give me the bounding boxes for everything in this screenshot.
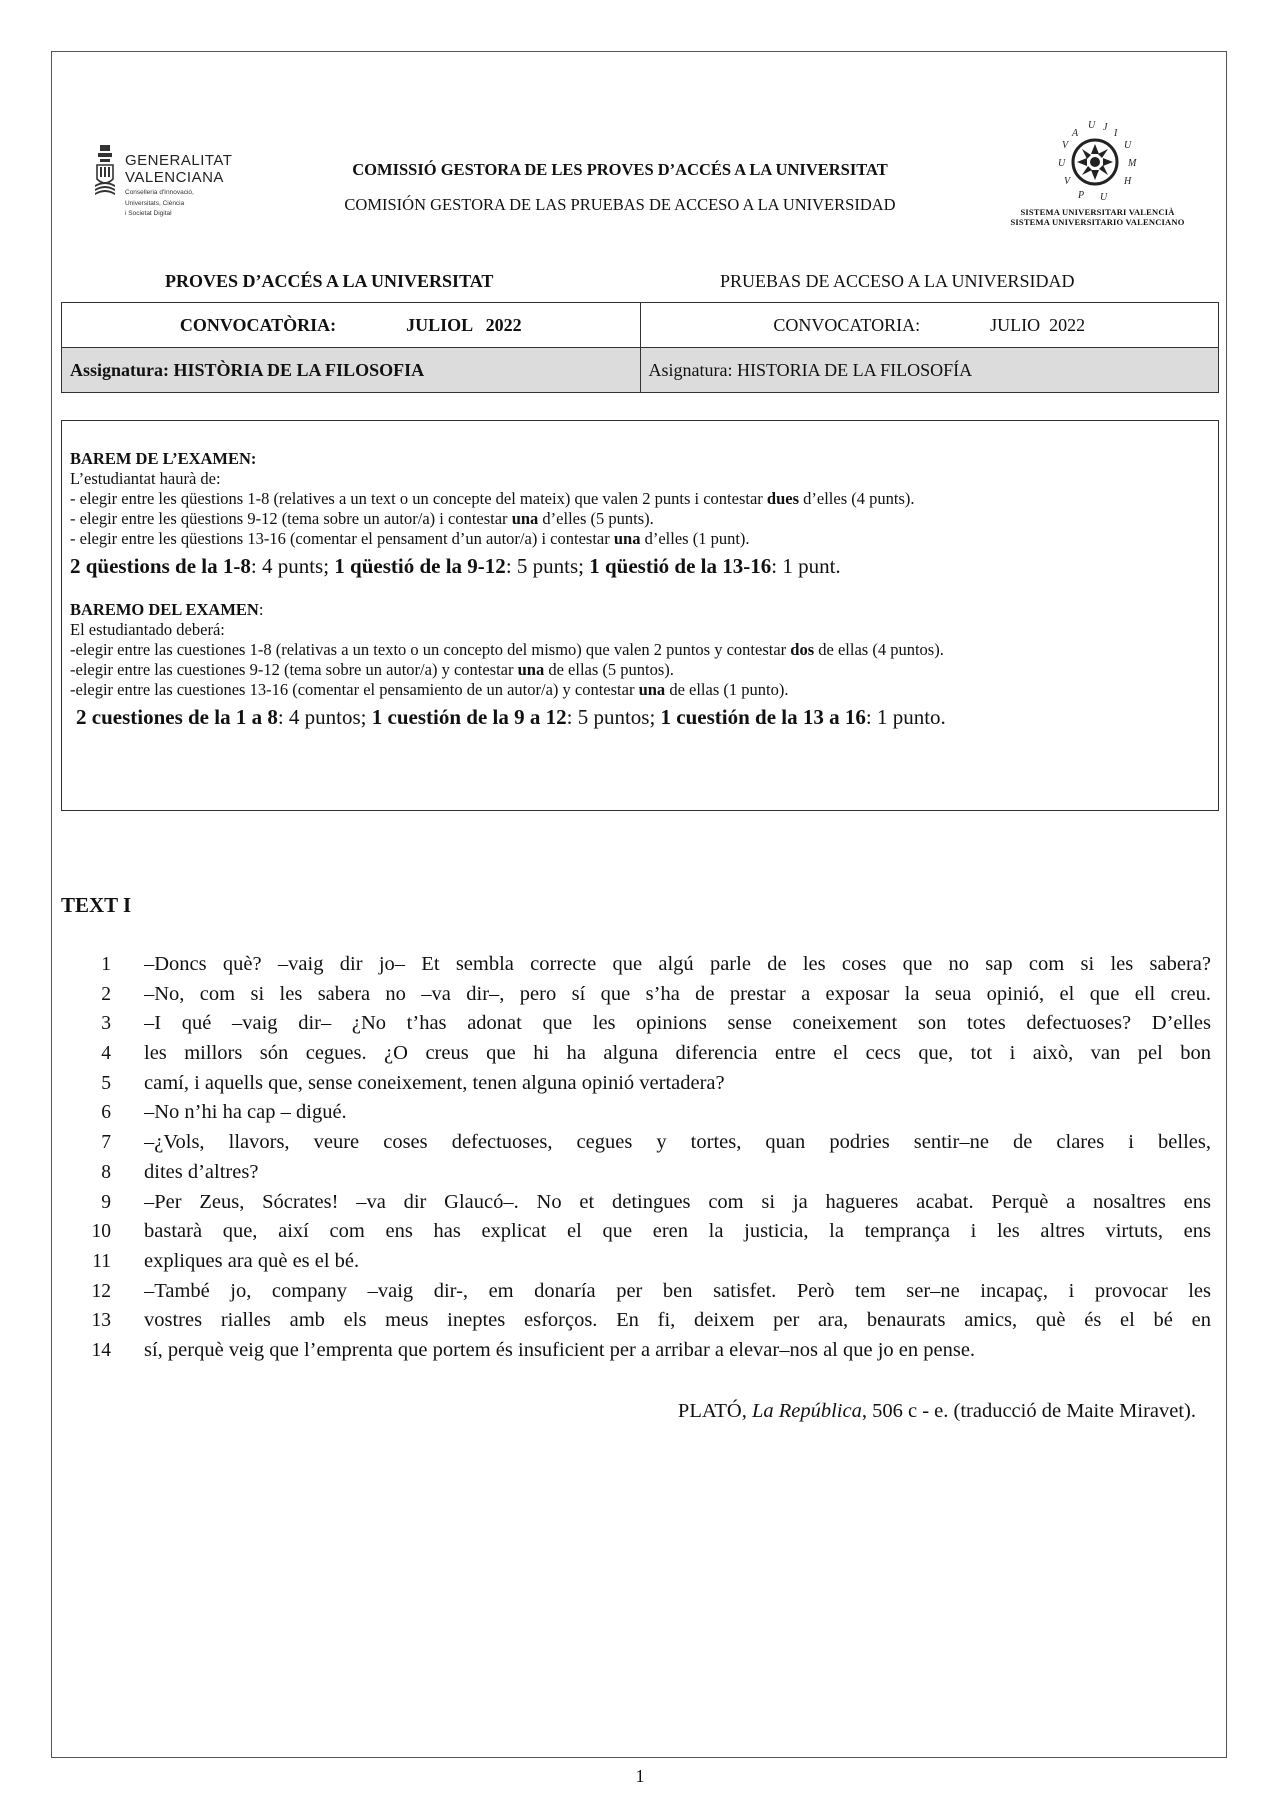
commission-title-es: COMISIÓN GESTORA DE LAS PRUEBAS DE ACCESO A LA UNIVERSIDAD xyxy=(344,195,896,214)
svg-text:I: I xyxy=(1114,128,1118,139)
subject-es-cell xyxy=(640,348,1219,393)
convocatoria-es-label: CONVOCATORIA: xyxy=(773,314,921,335)
university-system-text xyxy=(985,207,1210,227)
exam-header-table xyxy=(61,302,1219,393)
text-line xyxy=(61,1280,1211,1310)
line-number: 4 xyxy=(101,1043,111,1065)
text-line xyxy=(61,1309,1211,1339)
line-number: 12 xyxy=(91,1280,111,1302)
line-text: –¿Vols, llavors, veure coses defectuoses, cegues y tortes, quan podries sentir–ne de clares i belles, xyxy=(144,1131,1211,1154)
svg-text:M: M xyxy=(1128,158,1137,169)
convocatoria-row xyxy=(62,303,1219,348)
svg-text:A: A xyxy=(1072,128,1079,139)
line-text: expliques ara què es el bé. xyxy=(144,1249,360,1272)
subject-ca-cell xyxy=(62,348,641,393)
barem-ca-title: BAREM DE L’EXAMEN: xyxy=(70,449,257,468)
svg-text:J: J xyxy=(1103,122,1108,133)
svg-text:U: U xyxy=(1058,158,1066,169)
barem-es-line1: -elegir entre las cuestiones 1-8 (relativas a un texto o un concepto del mismo) que valen 2 puntos y contestar dos de ellas (4 puntos). xyxy=(70,640,944,659)
subject-ca: Assignatura: HISTÒRIA DE LA FILOSOFIA xyxy=(70,359,425,380)
line-number: 10 xyxy=(91,1221,111,1243)
line-number: 2 xyxy=(101,983,111,1005)
text-line xyxy=(61,1042,1211,1072)
line-number: 6 xyxy=(101,1102,111,1124)
proves-title-es: PRUEBAS DE ACCESO A LA UNIVERSIDAD xyxy=(720,271,1075,291)
convocatoria-ca-label: CONVOCATÒRIA: xyxy=(179,314,337,335)
svg-text:U: U xyxy=(1100,192,1108,203)
proves-title-ca: PROVES D’ACCÉS A LA UNIVERSITAT xyxy=(165,271,494,291)
text-line xyxy=(61,1101,1211,1131)
text-section-title: TEXT I xyxy=(61,893,132,917)
line-text: camí, i aquells que, sense coneixement, tenen alguna opinió vertadera? xyxy=(144,1071,725,1094)
line-text: les millors són cegues. ¿O creus que hi ha alguna diferencia entre el cecs que, tot i això, van pel bon xyxy=(144,1042,1211,1065)
uni-system-ca: SISTEMA UNIVERSITARI VALENCIÀ xyxy=(1020,207,1175,217)
gva-sub-line1: Conselleria d'Innovació, xyxy=(125,189,194,196)
barem-ca-intro: L’estudiantat haurà de: xyxy=(70,469,221,488)
text-line xyxy=(61,953,1211,983)
gva-logo-text xyxy=(125,152,232,218)
gva-sub-line2: Universitats, Ciència xyxy=(125,199,185,207)
university-seal-logo xyxy=(1050,118,1140,204)
text-line xyxy=(61,1131,1211,1161)
commission-title-ca: COMISSIÓ GESTORA DE LES PROVES D’ACCÉS A LA UNIVERSITAT xyxy=(352,160,888,179)
convocatoria-es-value: JULIO 2022 xyxy=(990,314,1086,335)
text-line xyxy=(61,1161,1211,1191)
uni-system-es: SISTEMA UNIVERSITARIO VALENCIANO xyxy=(1010,217,1185,227)
text-line xyxy=(61,1220,1211,1250)
text-line xyxy=(61,1191,1211,1221)
line-text: –Per Zeus, Sócrates! –va dir Glaucó–. No et detingues com si ja hagueres acabat. Perquè a nosaltres ens xyxy=(144,1190,1211,1213)
barem-es-title: BAREMO DEL EXAMEN: xyxy=(70,600,264,619)
barem-es-intro: El estudiantado deberá: xyxy=(70,620,225,639)
line-number: 7 xyxy=(101,1132,111,1154)
convocatoria-ca-cell xyxy=(62,303,641,348)
line-text: –No, com si les sabera no –va dir–, pero sí que s’ha de prestar a exposar la seua opinió, el que ell creu. xyxy=(144,982,1211,1005)
text-line xyxy=(61,1012,1211,1042)
svg-text:U: U xyxy=(1088,120,1096,131)
line-text: –Doncs què? –vaig dir jo– Et sembla correcte que algú parle de les coses que no sap com si les sabera? xyxy=(144,953,1211,975)
line-text: sí, perquè veig que l’emprenta que portem és insuficient per a arribar a elevar–nos al que jo en pense. xyxy=(144,1338,976,1361)
line-number: 5 xyxy=(101,1072,111,1094)
line-text: dites d’altres? xyxy=(144,1160,259,1183)
convocatoria-ca-value: JULIOL 2022 xyxy=(406,314,522,335)
line-text: –I qué –vaig dir– ¿No t’has adonat que les opinions sense coneixement son totes defectuoses? D’elles xyxy=(144,1012,1211,1035)
line-text: –També jo, company –vaig dir-, em donaría per ben satisfet. Però tem ser–ne incapaç, i provocar les xyxy=(144,1279,1211,1302)
barem-box xyxy=(61,420,1219,811)
svg-text:H: H xyxy=(1124,176,1132,187)
barem-es-summary: 2 cuestiones de la 1 a 8: 4 puntos; 1 cuestión de la 9 a 12: 5 puntos; 1 cuestión de la 13 a 16: 1 punto. xyxy=(76,705,946,729)
line-text: –No n’hi ha cap – digué. xyxy=(144,1101,347,1124)
barem-ca-line1: - elegir entre les qüestions 1-8 (relatives a un text o un concepte del mateix) que valen 2 punts i contestar dues d’elles (4 punts). xyxy=(70,489,915,508)
svg-text:P: P xyxy=(1078,190,1085,201)
line-number: 9 xyxy=(101,1191,111,1213)
line-number: 11 xyxy=(92,1250,111,1272)
text-line xyxy=(61,1072,1211,1102)
line-number: 14 xyxy=(91,1339,111,1361)
line-number: 1 xyxy=(101,954,111,975)
barem-es-line2: -elegir entre las cuestiones 9-12 (tema sobre un autor/a) y contestar una de ellas (5 puntos). xyxy=(70,660,674,679)
line-number: 13 xyxy=(91,1310,111,1332)
line-text: vostres rialles amb els meus ineptes esforços. En fi, deixem per ara, benaurats amics, què és el bé en xyxy=(144,1309,1211,1332)
svg-text:V: V xyxy=(1062,140,1069,151)
line-number: 8 xyxy=(101,1161,111,1183)
text-line xyxy=(61,983,1211,1013)
subject-es: Asignatura: HISTORIA DE LA FILOSOFÍA xyxy=(648,359,973,380)
text-line xyxy=(61,1250,1211,1280)
text-citation: PLATÓ, La República, 506 c - e. (traducció de Maite Miravet). xyxy=(677,1400,1196,1422)
gva-sub-line3: i Societat Digital xyxy=(125,210,172,217)
convocatoria-es-cell xyxy=(640,303,1219,348)
barem-es-line3: -elegir entre las cuestiones 13-16 (comentar el pensamiento de un autor/a) y contestar una de ellas (1 punto). xyxy=(70,680,789,699)
barem-ca-summary: 2 qüestions de la 1-8: 4 punts; 1 qüestió de la 9-12: 5 punts; 1 qüestió de la 13-16: 1 punt. xyxy=(70,554,841,578)
line-number: 3 xyxy=(101,1013,111,1035)
text-lines xyxy=(61,953,1211,1369)
barem-ca-line2: - elegir entre les qüestions 9-12 (tema sobre un autor/a) i contestar una d’elles (5 punts). xyxy=(70,509,654,528)
svg-text:V: V xyxy=(1064,176,1071,187)
line-text: bastarà que, així com ens has explicat el que eren la justicia, la temprança i les altres virtuts, ens xyxy=(144,1220,1211,1243)
barem-ca-line3: - elegir entre les qüestions 13-16 (comentar el pensament d’un autor/a) i contestar una d’elles (1 punt). xyxy=(70,529,750,548)
gva-name-line2: VALENCIANA xyxy=(125,169,224,186)
svg-text:U: U xyxy=(1124,140,1132,151)
subject-row xyxy=(62,348,1219,393)
gva-name-line1: GENERALITAT xyxy=(125,152,233,169)
text-line xyxy=(61,1339,1211,1369)
page-number: 1 xyxy=(635,1766,645,1786)
